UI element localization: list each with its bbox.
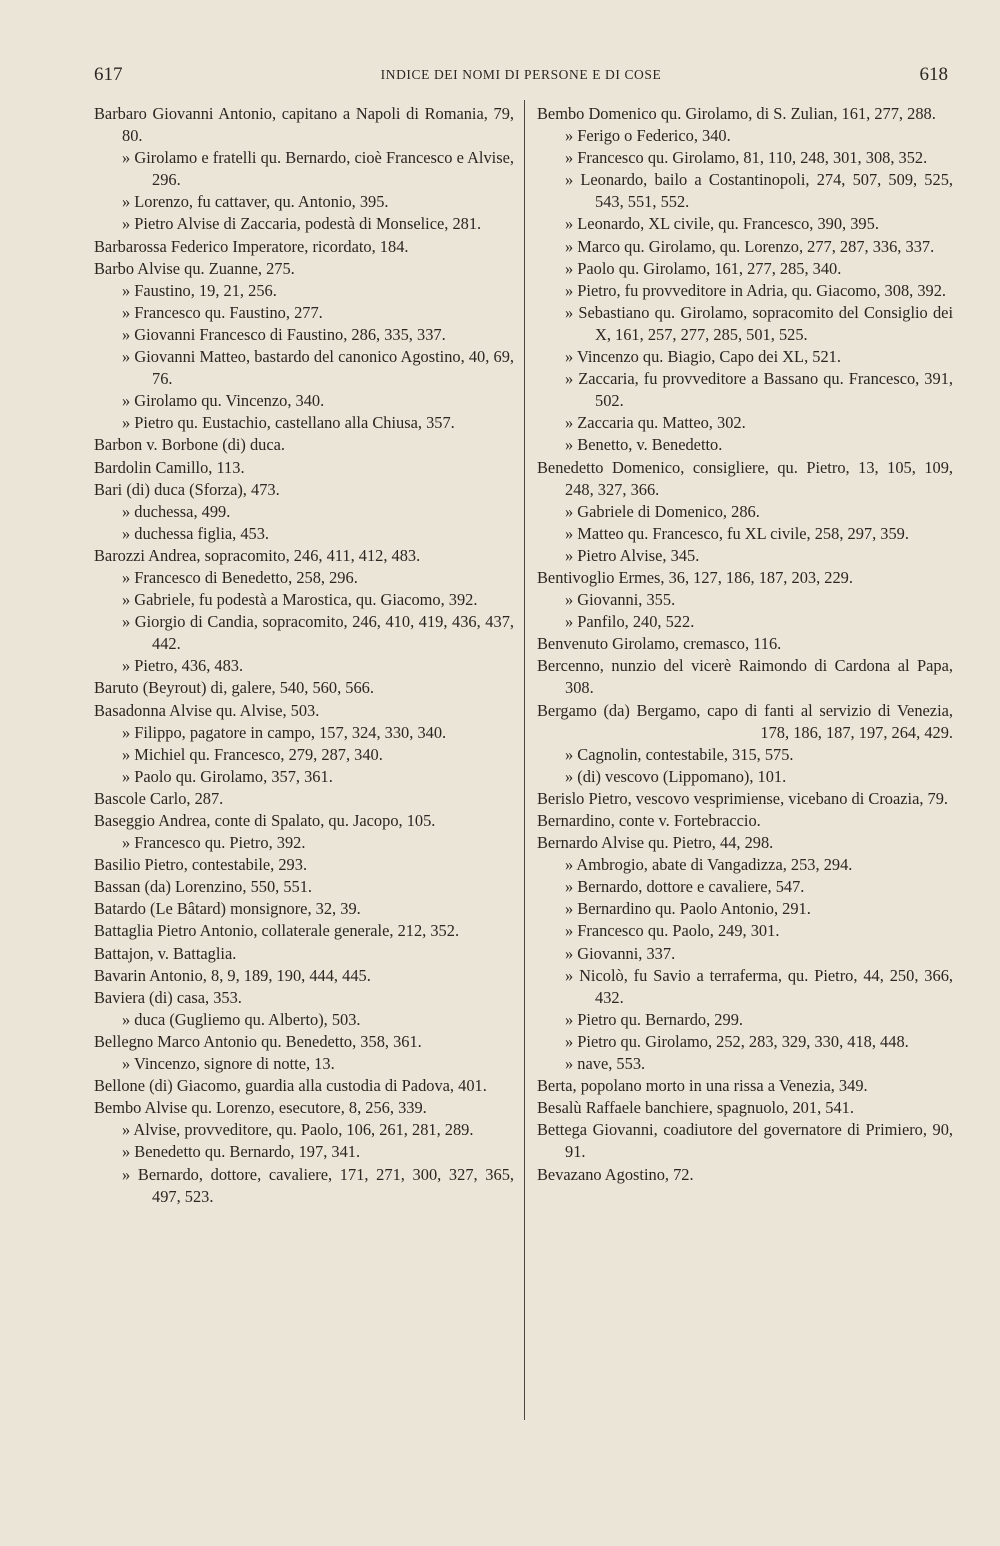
index-subentry: » Giovanni, 337. (565, 943, 676, 963)
index-subentry: » Matteo qu. Francesco, fu XL civile, 258, 297, 359. (565, 523, 909, 543)
index-entry: Bergamo (da) Bergamo, capo di fanti al servizio di Venezia, 178, 186, 187, 197, 264, 429. (537, 700, 953, 742)
index-entry: Bernardino, conte v. Fortebraccio. (537, 811, 761, 830)
index-subentry: » Francesco qu. Faustino, 277. (122, 302, 323, 322)
index-entry: Barbarossa Federico Imperatore, ricordato, 184. (94, 236, 409, 256)
index-entry: Barbaro Giovanni Antonio, capitano a Napoli di Romania, 79, 80. (94, 104, 514, 146)
index-entry: Battajon, v. Battaglia. (94, 943, 237, 963)
index-subentry: » duchessa figlia, 453. (122, 523, 270, 543)
index-subentry: » Gabriele di Domenico, 286. (565, 501, 760, 521)
index-subentry: » Alvise, provveditore, qu. Paolo, 106, 261, 281, 289. (122, 1120, 474, 1140)
index-subentry: » Francesco qu. Paolo, 249, 301. (565, 921, 780, 941)
index-subentry: » Pietro Alvise di Zaccaria, podestà di Monselice, 281. (122, 214, 482, 234)
index-subentry: » Benetto, v. Benedetto. (565, 435, 723, 455)
index-subentry: » Gabriele, fu podestà a Marostica, qu. Giacomo, 392. (122, 590, 478, 610)
index-subentry: » Ambrogio, abate di Vangadizza, 253, 294. (565, 855, 853, 875)
index-subentry: » Sebastiano qu. Girolamo, sopracomito del Consiglio dei X, 161, 257, 277, 285, 501, 525. (565, 302, 953, 344)
index-subentry: » Ferigo o Federico, 340. (565, 126, 731, 146)
index-entry: Baviera (di) casa, 353. (94, 987, 242, 1007)
index-entry: Bellegno Marco Antonio qu. Benedetto, 358, 361. (94, 1031, 422, 1051)
index-entry: Bettega Giovanni, coadiutore del governatore di Primiero, 90, 91. (537, 1120, 953, 1162)
index-entry: Berta, popolano morto in una rissa a Venezia, 349. (537, 1076, 868, 1096)
index-entry: Baruto (Beyrout) di, galere, 540, 560, 566. (94, 678, 374, 698)
index-entry: Battaglia Pietro Antonio, collaterale generale, 212, 352. (94, 921, 460, 941)
index-entry: Besalù Raffaele banchiere, spagnuolo, 201, 541. (537, 1098, 854, 1118)
index-subentry: » Marco qu. Girolamo, qu. Lorenzo, 277, 287, 336, 337. (565, 236, 935, 256)
index-entry: Benvenuto Girolamo, cremasco, 116. (537, 634, 782, 654)
index-entry: Barbon v. Borbone (di) duca. (94, 435, 286, 455)
index-entry: Bentivoglio Ermes, 36, 127, 186, 187, 203, 229. (537, 567, 853, 587)
page-number-right: 618 (919, 64, 948, 85)
index-subentry: » Francesco qu. Girolamo, 81, 110, 248, 301, 308, 352. (565, 148, 928, 168)
index-subentry: » Nicolò, fu Savio a terraferma, qu. Pietro, 44, 250, 366, 432. (565, 965, 953, 1007)
index-subentry: » Faustino, 19, 21, 256. (122, 280, 277, 300)
index-subentry: » Girolamo e fratelli qu. Bernardo, cioè Francesco e Alvise, 296. (122, 148, 514, 190)
index-subentry: » Pietro, 436, 483. (122, 656, 244, 676)
index-entry: Bercenno, nunzio del vicerè Raimondo di Cardona al Papa, 308. (537, 656, 953, 698)
column-divider (524, 100, 525, 1420)
index-entry: Barozzi Andrea, sopracomito, 246, 411, 412, 483. (94, 545, 421, 565)
index-entry: Bari (di) duca (Sforza), 473. (94, 479, 280, 499)
index-subentry: » (di) vescovo (Lippomano), 101. (565, 766, 787, 786)
index-entry: Bardolin Camillo, 113. (94, 457, 245, 477)
index-entry: Benedetto Domenico, consigliere, qu. Pietro, 13, 105, 109, 248, 327, 366. (537, 457, 953, 499)
index-subentry: » Giorgio di Candia, sopracomito, 246, 410, 419, 436, 437, 442. (122, 612, 514, 654)
index-entry: Bembo Domenico qu. Girolamo, di S. Zulian, 161, 277, 288. (537, 104, 936, 123)
index-subentry: » Benedetto qu. Bernardo, 197, 341. (122, 1142, 361, 1162)
index-subentry: » Michiel qu. Francesco, 279, 287, 340. (122, 744, 383, 764)
index-subentry: » duca (Gugliemo qu. Alberto), 503. (122, 1009, 361, 1029)
index-subentry: » Paolo qu. Girolamo, 161, 277, 285, 340. (565, 258, 842, 278)
index-entry: Bellone (di) Giacomo, guardia alla custodia di Padova, 401. (94, 1076, 487, 1096)
index-subentry: » Cagnolin, contestabile, 315, 575. (565, 744, 794, 764)
right-column (537, 103, 953, 1186)
index-subentry: » Zaccaria qu. Matteo, 302. (565, 413, 746, 433)
index-subentry: » Giovanni Matteo, bastardo del canonico Agostino, 40, 69, 76. (122, 347, 514, 389)
index-subentry: » Giovanni Francesco di Faustino, 286, 335, 337. (122, 324, 446, 344)
left-column (94, 103, 514, 1208)
index-subentry: » Zaccaria, fu provveditore a Bassano qu. Francesco, 391, 502. (565, 369, 953, 411)
index-entry: Berislo Pietro, vescovo vesprimiense, vicebano di Croazia, 79. (537, 788, 949, 808)
index-entry: Bernardo Alvise qu. Pietro, 44, 298. (537, 833, 774, 853)
index-subentry: » Pietro qu. Bernardo, 299. (565, 1009, 743, 1029)
index-subentry: » Bernardino qu. Paolo Antonio, 291. (565, 899, 811, 919)
index-subentry: » Girolamo qu. Vincenzo, 340. (122, 391, 325, 411)
index-subentry: » Vincenzo qu. Biagio, Capo dei XL, 521. (565, 347, 841, 367)
running-title: INDICE DEI NOMI DI PERSONE E DI COSE (380, 67, 662, 82)
index-entry: Bembo Alvise qu. Lorenzo, esecutore, 8, 256, 339. (94, 1098, 427, 1118)
index-subentry: » Filippo, pagatore in campo, 157, 324, 330, 340. (122, 722, 447, 742)
page-number-left: 617 (94, 64, 123, 85)
index-subentry: » Giovanni, 355. (565, 590, 676, 610)
index-subentry: » nave, 553. (565, 1054, 646, 1074)
index-subentry: » Francesco qu. Pietro, 392. (122, 833, 306, 853)
index-entry: Batardo (Le Bâtard) monsignore, 32, 39. (94, 899, 361, 919)
index-subentry: » Bernardo, dottore, cavaliere, 171, 271, 300, 327, 365, 497, 523. (122, 1164, 514, 1206)
index-entry: Basilio Pietro, contestabile, 293. (94, 855, 308, 875)
page-header (94, 64, 948, 90)
index-subentry: » Francesco di Benedetto, 258, 296. (122, 567, 358, 587)
index-subentry: » Pietro, fu provveditore in Adria, qu. Giacomo, 308, 392. (565, 280, 947, 300)
index-subentry: » Lorenzo, fu cattaver, qu. Antonio, 395. (122, 192, 389, 212)
index-subentry: » Pietro Alvise, 345. (565, 545, 700, 565)
index-subentry: » Paolo qu. Girolamo, 357, 361. (122, 766, 333, 786)
index-subentry: » Pietro qu. Eustachio, castellano alla Chiusa, 357. (122, 413, 455, 433)
index-entry: Bevazano Agostino, 72. (537, 1164, 694, 1184)
index-entry: Baseggio Andrea, conte di Spalato, qu. Jacopo, 105. (94, 811, 436, 830)
index-subentry: » Leonardo, XL civile, qu. Francesco, 390, 395. (565, 214, 879, 234)
index-subentry: » Leonardo, bailo a Costantinopoli, 274, 507, 509, 525, 543, 551, 552. (565, 170, 953, 212)
index-subentry: » duchessa, 499. (122, 501, 231, 521)
index-entry: Barbo Alvise qu. Zuanne, 275. (94, 258, 295, 278)
index-subentry: » Pietro qu. Girolamo, 252, 283, 329, 330, 418, 448. (565, 1031, 909, 1051)
index-entry: Bavarin Antonio, 8, 9, 189, 190, 444, 445. (94, 965, 371, 985)
index-subentry: » Bernardo, dottore e cavaliere, 547. (565, 877, 805, 897)
index-subentry: » Vincenzo, signore di notte, 13. (122, 1054, 335, 1074)
index-entry: Basadonna Alvise qu. Alvise, 503. (94, 700, 320, 720)
index-entry: Bassan (da) Lorenzino, 550, 551. (94, 877, 313, 897)
index-subentry: » Panfilo, 240, 522. (565, 612, 695, 632)
index-entry: Bascole Carlo, 287. (94, 788, 224, 808)
